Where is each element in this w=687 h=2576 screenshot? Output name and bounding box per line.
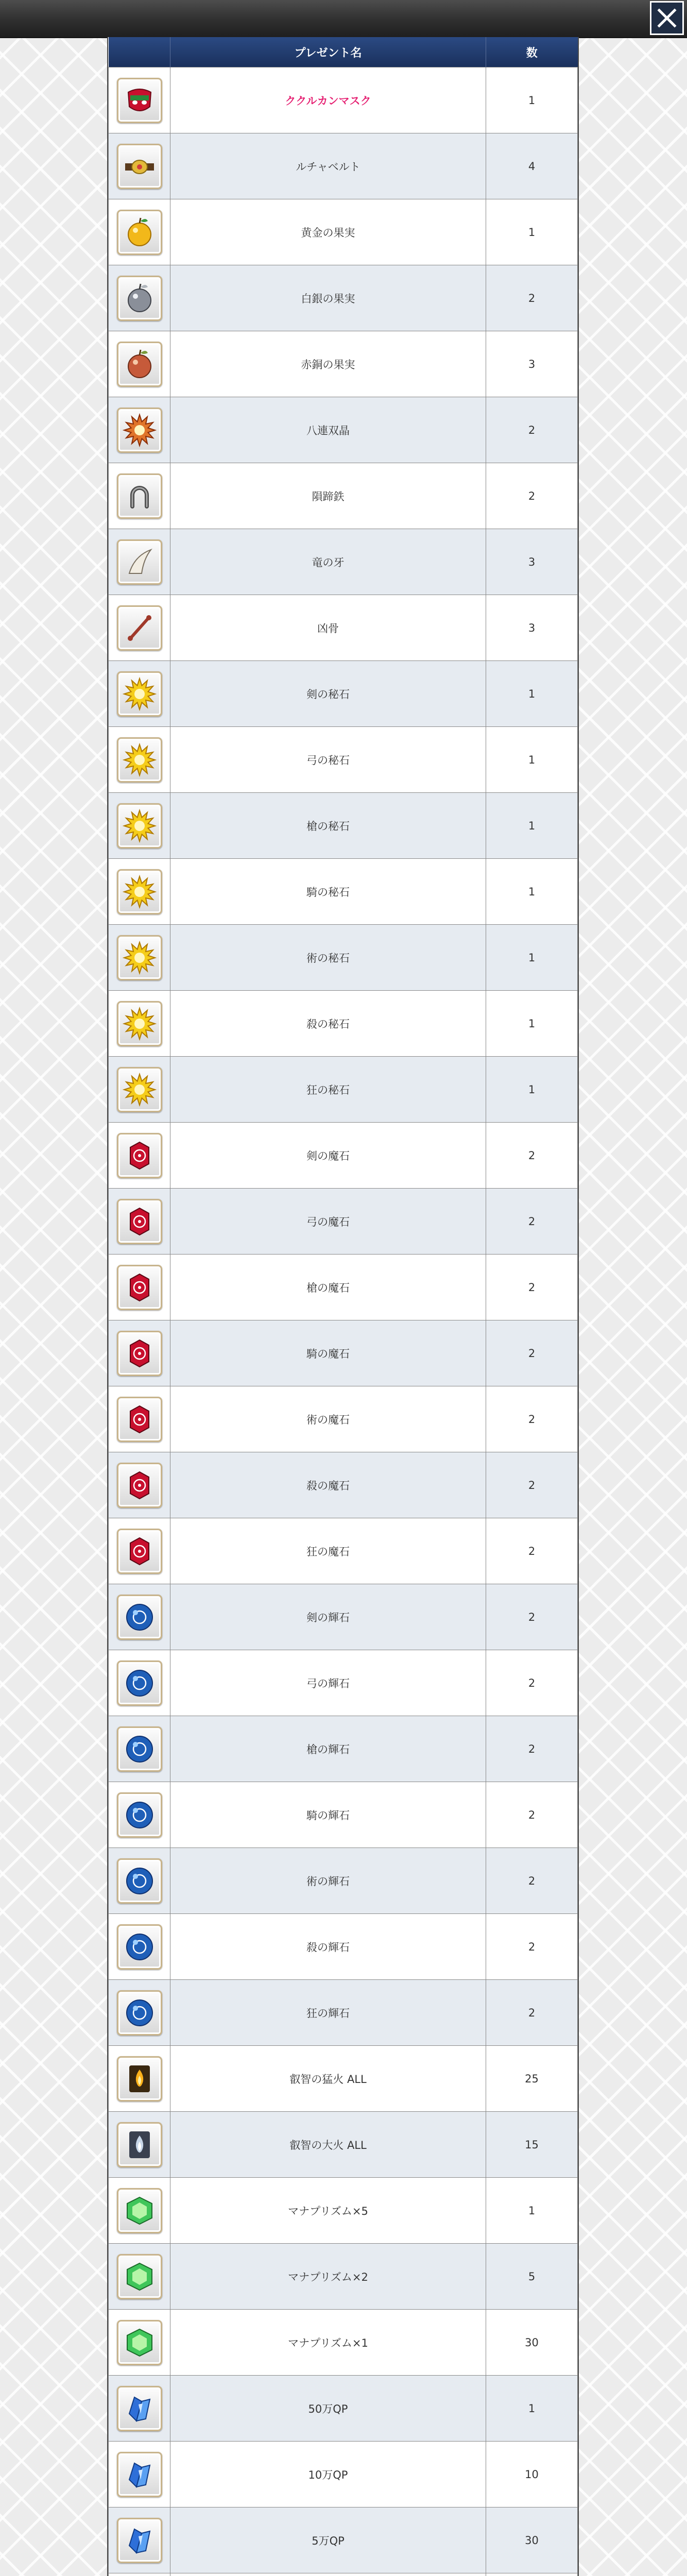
item-quantity: 2 (486, 1452, 578, 1518)
qp-crystal-icon (117, 2452, 162, 2497)
item-quantity: 1 (486, 727, 578, 793)
item-name: 殺の輝石 (170, 1914, 486, 1980)
item-quantity: 1 (486, 2376, 578, 2442)
item-icon-cell (109, 1386, 170, 1452)
bronze-apple-icon (117, 342, 162, 387)
item-quantity: 10 (486, 2442, 578, 2507)
item-name: 槍の魔石 (170, 1255, 486, 1320)
close-x-icon (656, 7, 678, 29)
item-name: 叡智の大火 ALL (170, 2112, 486, 2178)
table-row (109, 265, 578, 331)
saber-gem-icon (117, 671, 162, 717)
item-icon-cell (109, 1782, 170, 1848)
item-quantity: 1 (486, 925, 578, 991)
item-name: 狂の輝石 (170, 1980, 486, 2046)
item-quantity: 2 (486, 1320, 578, 1386)
item-quantity: 2 (486, 1189, 578, 1255)
item-icon-cell (109, 793, 170, 859)
item-icon-cell (109, 331, 170, 397)
item-name: 剣の秘石 (170, 661, 486, 727)
table-row (109, 529, 578, 595)
item-name: 騎の秘石 (170, 859, 486, 925)
item-name: 竜の牙 (170, 529, 486, 595)
present-list-panel (107, 37, 579, 2576)
table-header-row (109, 37, 578, 67)
item-name: 弓の魔石 (170, 1189, 486, 1255)
item-icon-cell (109, 1518, 170, 1584)
item-name: 術の魔石 (170, 1386, 486, 1452)
item-name: 狂の魔石 (170, 1518, 486, 1584)
caster-magic-gem-icon (117, 1397, 162, 1442)
item-icon-cell (109, 595, 170, 661)
item-name: マナプリズム×2 (170, 2244, 486, 2310)
item-icon-cell (109, 1123, 170, 1189)
table-row (109, 67, 578, 133)
table-row (109, 2112, 578, 2178)
archer-gem-icon (117, 737, 162, 783)
item-icon-cell (109, 2573, 170, 2576)
item-name: 凶骨 (170, 595, 486, 661)
gold-ember-icon (117, 2056, 162, 2102)
item-icon-cell (109, 2046, 170, 2112)
item-quantity (486, 2573, 578, 2576)
rider-secret-gem-icon (117, 1792, 162, 1838)
item-name: 騎の輝石 (170, 1782, 486, 1848)
item-icon-cell (109, 1189, 170, 1255)
golden-apple-icon (117, 210, 162, 255)
item-quantity: 2 (486, 1584, 578, 1650)
header-present-name: プレゼント名 (170, 37, 486, 67)
item-quantity: 1 (486, 661, 578, 727)
item-quantity: 2 (486, 1255, 578, 1320)
item-name: 弓の秘石 (170, 727, 486, 793)
item-quantity: 2 (486, 1386, 578, 1452)
item-name: 10万QP (170, 2442, 486, 2507)
table-row (109, 661, 578, 727)
table-row (109, 2244, 578, 2310)
item-quantity: 3 (486, 595, 578, 661)
item-icon-cell (109, 925, 170, 991)
crystal-cluster-icon (117, 408, 162, 453)
item-name: 隕蹄鉄 (170, 463, 486, 529)
table-row (109, 2442, 578, 2507)
item-icon-cell (109, 133, 170, 199)
item-name: 剣の輝石 (170, 1584, 486, 1650)
item-quantity: 2 (486, 1123, 578, 1189)
item-quantity: 15 (486, 2112, 578, 2178)
berserker-magic-gem-icon (117, 1529, 162, 1574)
item-quantity: 2 (486, 1848, 578, 1914)
item-name: 弓の輝石 (170, 1650, 486, 1716)
table-row (109, 133, 578, 199)
table-row (109, 2573, 578, 2576)
item-quantity: 2 (486, 1716, 578, 1782)
table-row (109, 2178, 578, 2244)
lancer-magic-gem-icon (117, 1265, 162, 1310)
dragon-fang-icon (117, 539, 162, 585)
mana-prism-icon (117, 2254, 162, 2299)
lancer-secret-gem-icon (117, 1726, 162, 1772)
lancer-gem-icon (117, 803, 162, 849)
item-name: マナプリズム×1 (170, 2310, 486, 2376)
item-icon-cell (109, 2442, 170, 2507)
item-quantity: 2 (486, 463, 578, 529)
horseshoe-icon (117, 473, 162, 519)
present-table (108, 37, 578, 2576)
item-quantity: 2 (486, 1914, 578, 1980)
item-quantity: 3 (486, 331, 578, 397)
table-row (109, 1716, 578, 1782)
silver-ember-icon (117, 2122, 162, 2167)
item-quantity: 1 (486, 1057, 578, 1123)
item-icon-cell (109, 661, 170, 727)
item-name: ルチャベルト (170, 133, 486, 199)
mana-prism-icon (117, 2320, 162, 2365)
item-icon-cell (109, 1980, 170, 2046)
caster-gem-icon (117, 935, 162, 980)
item-name: 剣の魔石 (170, 1123, 486, 1189)
assassin-magic-gem-icon (117, 1463, 162, 1508)
table-row (109, 1980, 578, 2046)
close-button[interactable] (650, 1, 684, 35)
item-quantity: 2 (486, 1650, 578, 1716)
assassin-gem-icon (117, 1001, 162, 1046)
header-quantity: 数 (486, 37, 578, 67)
item-name: 叡智の猛火 ALL (170, 2046, 486, 2112)
item-quantity: 30 (486, 2507, 578, 2573)
item-icon-cell (109, 1320, 170, 1386)
item-quantity: 30 (486, 2310, 578, 2376)
table-row (109, 1189, 578, 1255)
mask-icon (117, 78, 162, 123)
table-row (109, 925, 578, 991)
table-row (109, 595, 578, 661)
item-quantity: 1 (486, 67, 578, 133)
item-icon-cell (109, 67, 170, 133)
top-bar (0, 0, 687, 38)
item-icon-cell (109, 991, 170, 1057)
table-row (109, 1452, 578, 1518)
item-icon-cell (109, 1584, 170, 1650)
item-icon-cell (109, 2178, 170, 2244)
table-row (109, 199, 578, 265)
table-row (109, 1518, 578, 1584)
table-row (109, 859, 578, 925)
item-quantity: 2 (486, 397, 578, 463)
table-row (109, 331, 578, 397)
table-row (109, 1584, 578, 1650)
table-row (109, 1320, 578, 1386)
table-row (109, 463, 578, 529)
rider-gem-icon (117, 869, 162, 914)
item-icon-cell (109, 2376, 170, 2442)
qp-crystal-icon (117, 2386, 162, 2431)
item-icon-cell (109, 1452, 170, 1518)
table-row (109, 1914, 578, 1980)
header-icon-column (109, 37, 170, 67)
table-row (109, 1255, 578, 1320)
item-icon-cell (109, 2310, 170, 2376)
item-quantity: 1 (486, 199, 578, 265)
item-icon-cell (109, 2244, 170, 2310)
item-quantity: 25 (486, 2046, 578, 2112)
item-quantity: 1 (486, 859, 578, 925)
item-name: 白銀の果実 (170, 265, 486, 331)
belt-icon (117, 144, 162, 189)
table-row (109, 1386, 578, 1452)
table-row (109, 2507, 578, 2573)
item-name: 槍の秘石 (170, 793, 486, 859)
item-quantity: 1 (486, 991, 578, 1057)
table-row (109, 793, 578, 859)
item-name: 騎の魔石 (170, 1320, 486, 1386)
item-icon-cell (109, 1255, 170, 1320)
item-name: 術の輝石 (170, 1848, 486, 1914)
item-icon-cell (109, 1057, 170, 1123)
table-row (109, 2310, 578, 2376)
rider-magic-gem-icon (117, 1331, 162, 1376)
table-row (109, 727, 578, 793)
table-row (109, 1782, 578, 1848)
item-quantity: 2 (486, 265, 578, 331)
item-icon-cell (109, 1716, 170, 1782)
item-icon-cell (109, 859, 170, 925)
item-name: 殺の魔石 (170, 1452, 486, 1518)
item-icon-cell (109, 397, 170, 463)
item-icon-cell (109, 1914, 170, 1980)
item-name: ククルカンマスク (170, 67, 486, 133)
item-name: 殺の秘石 (170, 991, 486, 1057)
saber-secret-gem-icon (117, 1595, 162, 1640)
item-quantity: 2 (486, 1782, 578, 1848)
item-icon-cell (109, 2507, 170, 2573)
berserker-gem-icon (117, 1067, 162, 1112)
archer-magic-gem-icon (117, 1199, 162, 1244)
table-row (109, 1057, 578, 1123)
item-name: 5万QP (170, 2507, 486, 2573)
item-icon-cell (109, 265, 170, 331)
silver-apple-icon (117, 276, 162, 321)
item-name: 術の秘石 (170, 925, 486, 991)
item-name: 50万QP (170, 2376, 486, 2442)
item-quantity: 2 (486, 1518, 578, 1584)
assassin-secret-gem-icon (117, 1924, 162, 1970)
mana-prism-icon (117, 2188, 162, 2233)
item-icon-cell (109, 463, 170, 529)
item-name (170, 2573, 486, 2576)
item-icon-cell (109, 1848, 170, 1914)
item-name: 赤銅の果実 (170, 331, 486, 397)
qp-crystal-icon (117, 2518, 162, 2563)
item-name: 槍の輝石 (170, 1716, 486, 1782)
table-row (109, 397, 578, 463)
table-row (109, 2376, 578, 2442)
item-name: 八連双晶 (170, 397, 486, 463)
item-quantity: 5 (486, 2244, 578, 2310)
table-row (109, 991, 578, 1057)
item-icon-cell (109, 529, 170, 595)
item-icon-cell (109, 727, 170, 793)
table-row (109, 1650, 578, 1716)
item-icon-cell (109, 199, 170, 265)
item-quantity: 4 (486, 133, 578, 199)
item-name: 狂の秘石 (170, 1057, 486, 1123)
table-row (109, 1848, 578, 1914)
item-quantity: 1 (486, 2178, 578, 2244)
saber-magic-gem-icon (117, 1133, 162, 1178)
item-quantity: 1 (486, 793, 578, 859)
item-icon-cell (109, 1650, 170, 1716)
table-row (109, 2046, 578, 2112)
item-name: マナプリズム×5 (170, 2178, 486, 2244)
bone-icon (117, 605, 162, 651)
table-row (109, 1123, 578, 1189)
item-quantity: 2 (486, 1980, 578, 2046)
item-icon-cell (109, 2112, 170, 2178)
caster-secret-gem-icon (117, 1858, 162, 1904)
item-quantity: 3 (486, 529, 578, 595)
archer-secret-gem-icon (117, 1660, 162, 1706)
berserker-secret-gem-icon (117, 1990, 162, 2036)
item-name: 黄金の果実 (170, 199, 486, 265)
